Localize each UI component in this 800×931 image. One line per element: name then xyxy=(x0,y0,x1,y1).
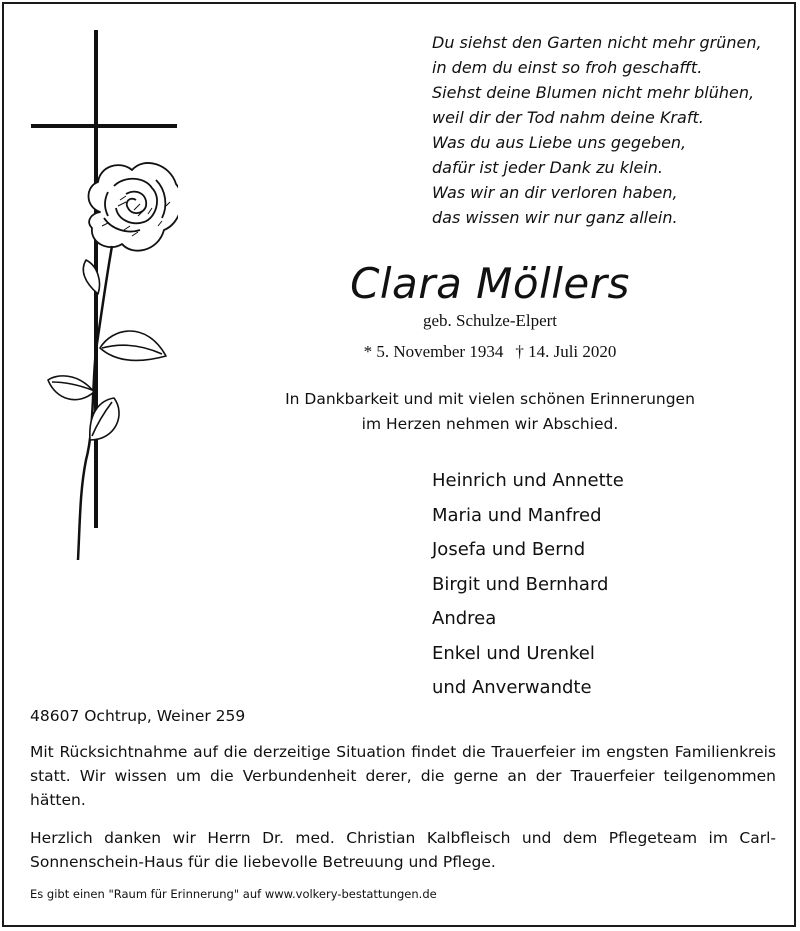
mourner-entry: Birgit und Bernhard xyxy=(432,573,609,595)
farewell-line: In Dankbarkeit und mit vielen schönen Erinnerungen xyxy=(285,390,695,408)
thanks-notice: Herzlich danken wir Herrn Dr. med. Christian Kalbfleisch und dem Pflegeteam im Carl-Sonnenschein-Haus für die liebevolle Betreuung und Pflege. xyxy=(30,829,776,871)
rose-bloom xyxy=(89,163,179,251)
mourner-entry: Andrea xyxy=(432,608,497,629)
poem-line: dafür ist jeder Dank zu klein. xyxy=(432,158,663,177)
deceased-name: Clara Möllers xyxy=(350,259,630,308)
poem-line: in dem du einst so froh geschafft. xyxy=(432,58,703,77)
funeral-notice: Mit Rücksichtnahme auf die derzeitige Situation findet die Trauerfeier im engsten Familienkreis statt. Wir wissen um die Verbundenheit derer, die gerne an der Trauerfeier teilgenommen hätten. xyxy=(30,743,776,809)
poem-line: weil dir der Tod nahm deine Kraft. xyxy=(432,108,704,127)
mourners-list xyxy=(432,464,772,706)
poem-line: Du siehst den Garten nicht mehr grünen, xyxy=(432,33,762,52)
death-date: † 14. Juli 2020 xyxy=(515,342,617,361)
cross-with-rose-icon xyxy=(28,30,178,570)
farewell-text xyxy=(220,387,760,437)
mourner-entry: Maria und Manfred xyxy=(432,504,602,526)
mourner-entry: Enkel und Urenkel xyxy=(432,642,595,664)
maiden-name: geb. Schulze-Elpert xyxy=(422,311,558,330)
poem-line: Was du aus Liebe uns gegeben, xyxy=(432,133,687,152)
cross-horizontal-bar xyxy=(31,124,177,128)
poem-line: Siehst deine Blumen nicht mehr blühen, xyxy=(432,83,755,102)
mourner-entry: Heinrich und Annette xyxy=(432,470,624,491)
family-address: 48607 Ochtrup, Weiner 259 xyxy=(30,707,246,725)
poem-line: Was wir an dir verloren haben, xyxy=(432,183,678,202)
mourner-entry: Josefa und Bernd xyxy=(432,539,586,560)
mourner-entry: und Anverwandte xyxy=(432,677,592,698)
life-dates xyxy=(260,340,720,364)
memorial-website-note: Es gibt einen "Raum für Erinnerung" auf www.volkery-bestattungen.de xyxy=(30,887,437,901)
birth-date: * 5. November 1934 xyxy=(363,342,504,361)
memorial-poem xyxy=(432,30,792,230)
poem-line: das wissen wir nur ganz allein. xyxy=(432,208,678,227)
rose-leaves xyxy=(48,260,166,440)
farewell-line: im Herzen nehmen wir Abschied. xyxy=(361,415,619,433)
